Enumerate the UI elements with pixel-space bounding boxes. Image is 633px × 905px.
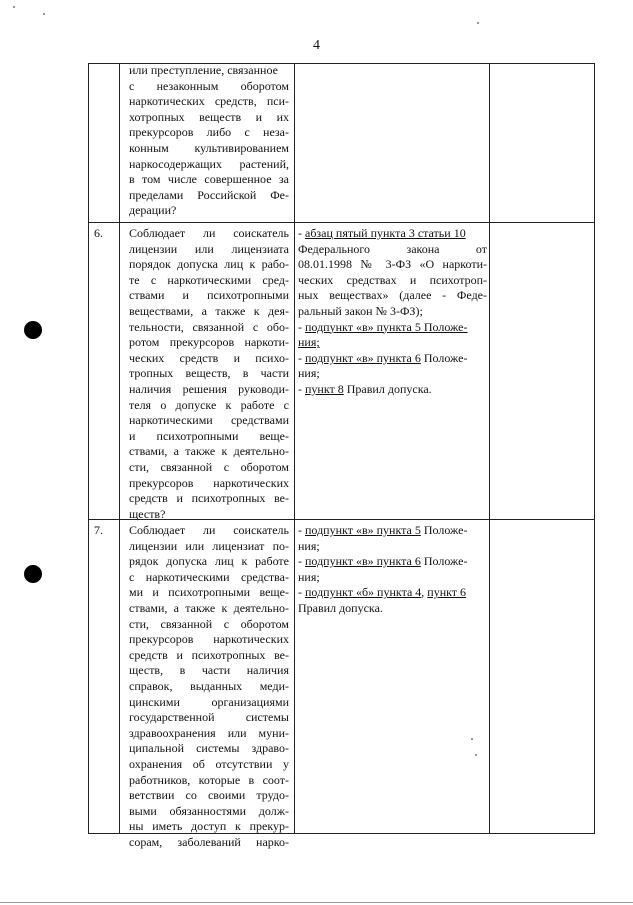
question-line: те с наркотическими сред- [129,272,289,287]
checklist-table [88,63,595,849]
question-line: здравоохранения или муни- [129,725,289,740]
ref-separator: , [421,585,428,600]
scan-speck [471,738,473,740]
question-line: лицензии или лицензиата [129,241,289,256]
question-line: охранения об отсутствии у [129,756,289,771]
ref-bullet: - [298,226,305,240]
punch-hole-upper [24,321,42,339]
question-line: государственной системы [129,710,289,725]
scan-speck [475,754,477,756]
question-line: ществ, в части наличия [129,663,289,678]
question-line: работников, которые в соот- [129,772,289,787]
row-7-legal-refs [298,523,487,617]
question-line: наркотических средств, пси- [129,94,289,109]
table-divider-refs [489,63,490,834]
question-line: прекурсоров наркотических [129,475,289,490]
question-line: сти, связанной с оборотом [129,459,289,474]
ref-text: ческих средствах и психотроп- [298,272,487,287]
question-line: сти, связанной с оборотом [129,616,289,631]
ref-link-subpoint-v-5[interactable]: подпункт «в» пункта 5 Положе- [305,319,468,334]
ref-text: ральный закон № 3-ФЗ); [298,303,423,318]
question-line: Соблюдает ли соискатель [129,226,289,240]
question-line: тропных веществ, в части [129,366,289,381]
question-line: ческих средств и психо- [129,350,289,365]
row-6-question [129,226,289,522]
table-border-left [88,63,89,834]
ref-link-point-8[interactable]: пункт 8 [305,381,344,396]
question-line: наркосодержащих растений, [129,156,289,171]
question-line: веществами, а также к дея- [129,303,289,318]
ref-text: ния; [298,569,320,584]
question-line: пределами Российской Фе- [129,187,289,202]
question-line: ми и психотропными веще- [129,585,289,600]
question-line: цинскими организациями [129,694,289,709]
question-line: в том числе совершенное за [129,172,289,187]
question-line: средств и психотропных ве- [129,647,289,662]
ref-text: Положе- [420,350,468,365]
question-line: конным культивированием [129,140,289,155]
row-7-number: 7. [94,523,103,537]
question-line: прекурсоров либо с неза- [129,125,289,140]
question-line: средств и психотропных ве- [129,491,289,506]
punch-hole-lower [24,565,42,583]
ref-bullet: - [298,585,305,600]
ref-bullet: - [298,350,305,365]
table-divider-num [119,63,120,834]
question-line: порядок допуска лиц к рабо- [129,257,289,272]
question-line: с незаконным оборотом [129,78,289,93]
question-line: сорам, заболеваний нарко- [129,834,289,849]
table-border-right [594,63,595,834]
ref-bullet: - [298,319,305,334]
question-line: ротом прекурсоров наркоти- [129,335,289,350]
ref-text: Федерального закона от [298,241,487,256]
question-line: лицензии или лицензиат по- [129,538,289,553]
ref-link-subpoint-v-5[interactable]: подпункт «в» пункта 5 [305,523,421,537]
question-line: рядок допуска лиц к работе [129,554,289,569]
scan-speck [13,6,15,8]
question-line: ципальной системы здраво- [129,741,289,756]
ref-text: ных веществах» (далее - Феде- [298,288,487,303]
ref-bullet: - [298,554,305,569]
table-divider-question [294,63,295,834]
question-line: ствами и психотропными [129,288,289,303]
question-line: ствами, а также к деятельно- [129,600,289,615]
question-line: выми обязанностями долж- [129,803,289,818]
ref-text: 08.01.1998 № 3-ФЗ «О наркоти- [298,257,487,272]
ref-text: ния; [298,538,320,553]
ref-link-subpoint-v-6[interactable]: подпункт «в» пункта 6 [305,554,421,569]
ref-text: Правил допуска. [298,600,383,615]
question-line: или преступление, связанное [129,63,278,77]
question-line: справок, выданных меди- [129,678,289,693]
ref-link-subpoint-b-4[interactable]: подпункт «б» пункта 4 [305,585,422,600]
question-line: прекурсоров наркотических [129,632,289,647]
ref-bullet: - [298,381,305,396]
ref-link-article-10[interactable]: абзац пятый пункта 3 статьи 10 [305,226,466,240]
ref-text: Правил допуска. [343,381,432,396]
ref-text: Положе- [420,523,468,537]
ref-link-point-6[interactable]: пункт 6 [427,585,467,600]
question-line: наркотическими средствами [129,413,289,428]
row-1-question [129,63,289,219]
scan-speck [43,13,45,15]
question-line: ветствии со своими трудо- [129,788,289,803]
question-line: с наркотическими средства- [129,569,289,584]
question-line: ществ? [129,506,166,521]
ref-text: ния; [298,366,320,381]
question-line: тельности, связанной с обо- [129,319,289,334]
ref-bullet: - [298,523,305,537]
page-bottom-edge [0,902,633,903]
question-line: наличия решения руководи- [129,381,289,396]
row-divider-1 [88,222,595,223]
row-7-question [129,523,289,850]
question-line: Соблюдает ли соискатель [129,523,289,537]
row-6-number: 6. [94,226,103,240]
page-number: 4 [313,38,320,53]
question-line: теля о допуске к работе с [129,397,289,412]
row-6-legal-refs [298,226,487,398]
question-line: хотропных веществ и их [129,109,289,124]
ref-link-subpoint-v-6[interactable]: подпункт «в» пункта 6 [305,350,421,365]
ref-link-subpoint-v-5-cont[interactable]: ния; [298,335,320,350]
question-line: и психотропными веще- [129,428,289,443]
scan-speck [477,22,479,24]
question-line: ны иметь доступ к прекур- [129,819,289,834]
question-line: дерации? [129,203,177,218]
ref-text: Положе- [420,554,468,569]
question-line: ствами, а также к деятельно- [129,444,289,459]
